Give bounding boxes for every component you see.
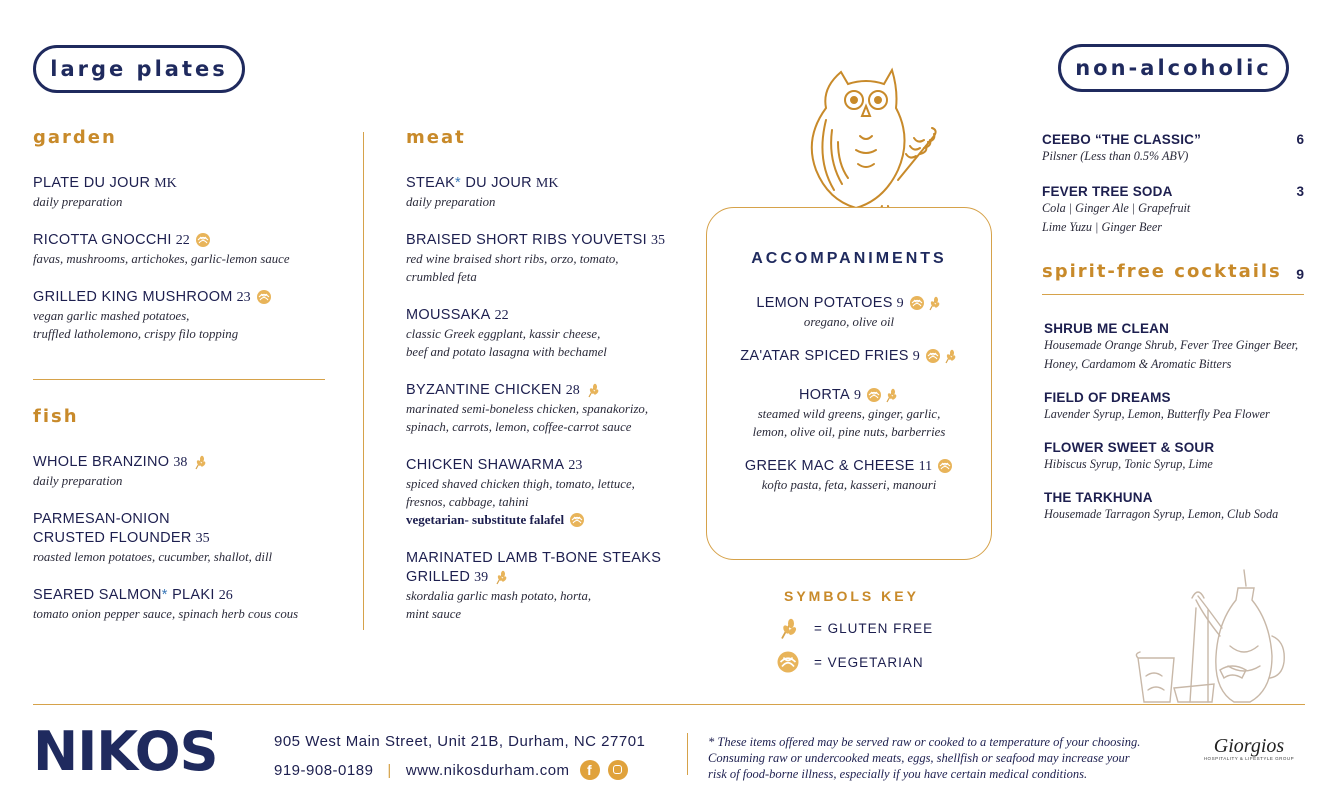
drink-desc: Pilsner (Less than 0.5% ABV) (1042, 149, 1189, 163)
raw-star: * (455, 175, 461, 191)
disclaimer-line: risk of food-borne illness, especially if you have certain medical conditions. (708, 767, 1088, 781)
item-name: BRAISED SHORT RIBS YOUVETSI (406, 232, 647, 248)
item-price: 28 (565, 383, 580, 398)
item-name: HORTA (799, 387, 850, 403)
item-name: CHICKEN SHAWARMA (406, 457, 565, 473)
menu-item (33, 288, 333, 343)
item-price: 23 (568, 458, 583, 473)
item-price: 11 (918, 459, 933, 474)
item-name: PARMESAN-ONION (33, 511, 170, 527)
menu-item (33, 231, 333, 268)
gluten-free-icon (585, 382, 601, 398)
item-desc: vegan garlic mashed potatoes, (33, 309, 190, 323)
item-price: MK (535, 176, 559, 191)
vegetarian-icon (776, 650, 800, 674)
item-price: 38 (173, 455, 188, 470)
garden-title: garden (33, 127, 117, 148)
item-name: MOUSSAKA (406, 307, 491, 323)
meat-title: meat (406, 127, 466, 148)
divider (363, 132, 364, 630)
item-name: DU JOUR (461, 175, 532, 191)
drink-name: FEVER TREE SODA (1042, 184, 1173, 199)
giorgios-logo (1194, 735, 1304, 761)
item-name: GREEK MAC & CHEESE (744, 458, 915, 474)
cocktail-item (1044, 321, 1304, 374)
symbols-key-title: SYMBOLS KEY (784, 588, 919, 604)
item-note: vegetarian- substitute falafel (406, 512, 565, 527)
item-price: 22 (175, 233, 190, 248)
item-price: 9 (853, 388, 861, 403)
group-logo-sub: HOSPITALITY & LIFESTYLE GROUP (1203, 756, 1295, 761)
drink-name: CEEBO “THE CLASSIC” (1042, 132, 1202, 147)
item-name: PLAKI (167, 587, 215, 603)
accompaniments-title: ACCOMPANIMENTS (751, 250, 947, 267)
vegetarian-icon (925, 348, 941, 364)
symbols-key (776, 588, 976, 674)
accompaniment-item (707, 457, 991, 494)
vegetarian-icon (256, 289, 272, 305)
drink-desc: Cola | Ginger Ale | Grapefruit (1042, 201, 1191, 215)
item-name: GRILLED (406, 569, 471, 585)
non-alcoholic-heading: non-alcoholic (1058, 44, 1289, 92)
item-desc: kofto pasta, feta, kasseri, manouri (761, 478, 937, 492)
vegetarian-label: = VEGETARIAN (814, 654, 924, 670)
cocktail-desc: Lavender Syrup, Lemon, Butterfly Pea Flower (1044, 407, 1270, 421)
item-desc: daily preparation (33, 474, 123, 488)
item-price: 23 (236, 290, 251, 305)
cocktail-desc: Housemade Tarragon Syrup, Lemon, Club Soda (1044, 507, 1279, 521)
drink-price: 6 (1296, 132, 1304, 147)
item-desc: mint sauce (406, 607, 462, 621)
item-name: CRUSTED FLOUNDER (33, 530, 192, 546)
drink-price: 3 (1296, 184, 1304, 199)
drink-item (1042, 184, 1304, 237)
footer-divider (687, 733, 688, 775)
item-price: 26 (218, 588, 233, 603)
cocktail-item (1044, 440, 1304, 474)
item-desc: roasted lemon potatoes, cucumber, shallot, dill (33, 550, 273, 564)
phone: 919-908-0189 (274, 761, 374, 779)
gluten-free-icon (776, 616, 800, 640)
item-name: GRILLED KING MUSHROOM (33, 289, 233, 305)
address: 905 West Main Street, Unit 21B, Durham, NC 27701 (274, 733, 646, 750)
accompaniment-item (707, 386, 991, 441)
item-desc: skordalia garlic mash potato, horta, (406, 589, 592, 603)
item-desc: steamed wild greens, ginger, garlic, (757, 407, 941, 421)
cocktail-name: SHRUB ME CLEAN (1044, 321, 1170, 336)
menu-item (406, 231, 706, 286)
cocktail-item (1044, 490, 1304, 524)
item-name: SEARED SALMON (33, 587, 162, 603)
menu-item (33, 510, 333, 566)
coffee-pot-illustration (1134, 566, 1294, 706)
group-logo-text: Giorgios (1213, 735, 1285, 757)
facebook-icon[interactable]: f (580, 760, 600, 780)
menu-item (406, 306, 706, 361)
menu-item (406, 174, 706, 211)
cocktail-desc: Hibiscus Syrup, Tonic Syrup, Lime (1044, 457, 1213, 471)
item-price: 35 (650, 233, 665, 248)
menu-item (406, 456, 706, 529)
accompaniment-item (707, 294, 991, 331)
item-price: 39 (474, 570, 489, 585)
nikos-logo: NIKOS (33, 720, 218, 783)
item-name: STEAK (406, 175, 456, 191)
item-price: 9 (912, 349, 920, 364)
item-name: WHOLE BRANZINO (33, 454, 170, 470)
divider (33, 379, 325, 380)
item-name: LEMON POTATOES (756, 295, 893, 311)
item-desc: crumbled feta (406, 270, 477, 284)
item-desc: favas, mushrooms, artichokes, garlic-lemon sauce (33, 252, 290, 266)
spirit-free-title: spirit-free cocktails (1042, 261, 1282, 282)
item-desc: lemon, olive oil, pine nuts, barberries (752, 425, 946, 439)
cocktail-name: FLOWER SWEET & SOUR (1044, 440, 1215, 455)
item-price: 22 (494, 308, 509, 323)
instagram-icon[interactable] (608, 760, 628, 780)
vegetarian-icon (937, 458, 953, 474)
vegetarian-icon (866, 387, 882, 403)
item-desc: daily preparation (33, 195, 123, 209)
menu-item (33, 174, 333, 211)
menu-item (33, 453, 333, 490)
item-name: BYZANTINE CHICKEN (406, 382, 562, 398)
cocktail-desc: Honey, Cardamom & Aromatic Bitters (1044, 357, 1232, 371)
gluten-free-icon (926, 295, 942, 311)
cocktail-desc: Housemade Orange Shrub, Fever Tree Ginger Beer, (1044, 338, 1299, 352)
item-price: MK (154, 176, 177, 191)
item-desc: spiced shaved chicken thigh, tomato, lettuce, (406, 477, 635, 491)
vegetarian-icon (909, 295, 925, 311)
item-price: 9 (896, 296, 904, 311)
item-name: PLATE DU JOUR (33, 175, 151, 191)
gluten-free-icon (493, 569, 509, 585)
vegetarian-icon (195, 232, 211, 248)
garden-section (33, 127, 333, 363)
separator: | (387, 761, 392, 779)
cocktail-name: FIELD OF DREAMS (1044, 390, 1171, 405)
menu-item (406, 381, 706, 436)
item-desc: spinach, carrots, lemon, coffee-carrot sauce (406, 420, 632, 434)
vegetarian-icon (569, 512, 585, 528)
meat-section (406, 127, 706, 643)
menu-item (406, 549, 706, 623)
cocktail-name: THE TARKHUNA (1044, 490, 1153, 505)
raw-star: * (161, 587, 168, 603)
item-desc: classic Greek eggplant, kassir cheese, (406, 327, 601, 341)
drink-desc: Lime Yuzu | Ginger Beer (1042, 220, 1163, 234)
non-alcoholic-section (1042, 132, 1304, 524)
item-desc: red wine braised short ribs, orzo, tomato, (406, 252, 619, 266)
owl-illustration (786, 60, 946, 218)
fish-title: fish (33, 406, 79, 427)
menu-item (33, 586, 333, 623)
item-desc: tomato onion pepper sauce, spinach herb cous cous (33, 607, 299, 621)
item-desc: truffled latholemono, crispy filo topping (33, 327, 239, 341)
item-desc: daily preparation (406, 195, 496, 209)
item-desc: marinated semi-boneless chicken, spanakorizo, (406, 402, 649, 416)
spirit-free-price: 9 (1296, 266, 1304, 282)
cocktail-item (1044, 390, 1304, 424)
item-name: MARINATED LAMB T-BONE STEAKS (406, 550, 662, 566)
item-name: RICOTTA GNOCCHI (33, 232, 172, 248)
gluten-free-icon (942, 348, 958, 364)
gluten-free-label: = GLUTEN FREE (814, 620, 934, 636)
gluten-free-icon (883, 387, 899, 403)
fish-section (33, 406, 333, 643)
item-price: 35 (195, 531, 210, 546)
item-name: ZA'ATAR SPICED FRIES (740, 348, 909, 364)
item-desc: fresnos, cabbage, tahini (406, 495, 529, 509)
item-desc: oregano, olive oil (803, 315, 895, 329)
item-desc: beef and potato lasagna with bechamel (406, 345, 607, 359)
disclaimer-line: Consuming raw or undercooked meats, eggs, shellfish or seafood may increase your (708, 751, 1130, 765)
accompaniment-item (707, 347, 991, 366)
disclaimer-line: * These items offered may be served raw or cooked to a temperature of your choosing. (708, 735, 1141, 749)
website-link[interactable]: www.nikosdurham.com (405, 761, 570, 779)
large-plates-heading: large plates (33, 45, 245, 93)
accompaniments-box (706, 207, 992, 560)
drink-item (1042, 132, 1304, 166)
raw-disclaimer (708, 734, 1188, 782)
footer-divider (33, 704, 1305, 705)
gluten-free-icon (192, 454, 208, 470)
